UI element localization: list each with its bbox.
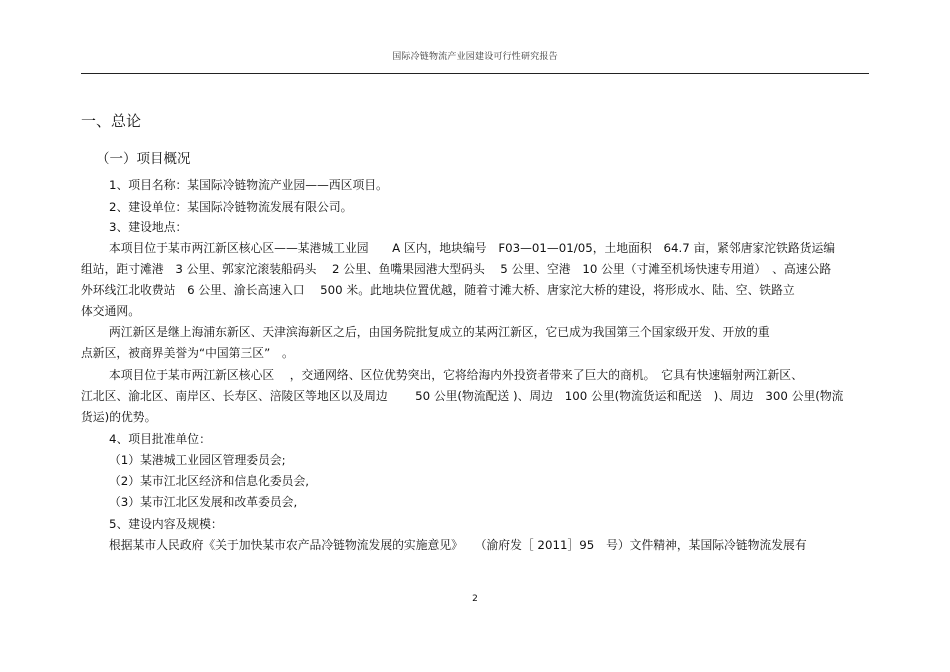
subsection-heading: （一）项目概况	[96, 151, 191, 167]
header-divider	[81, 73, 869, 74]
section-heading: 一、总论	[81, 112, 142, 130]
paragraph-line: 点新区，被商界美誉为“中国第三区” 。	[81, 346, 294, 360]
approval-unit: （2）某市江北区经济和信息化委员会,	[109, 474, 310, 488]
paragraph-line: 本项目位于某市两江新区核心区——某港城工业园 A 区内，地块编号 F03—01—01/05，土地面积 64.7 亩，紧邻唐家沱铁路货运编	[109, 241, 836, 255]
paragraph-line: 货运)的优势。	[81, 410, 157, 424]
item-content-scale-label: 5、建设内容及规模：	[109, 517, 223, 531]
paragraph-line: 体交通网。	[81, 304, 140, 318]
approval-unit: （3）某市江北区发展和改革委员会,	[109, 495, 298, 509]
item-project-name: 1、项目名称：某国际冷链物流产业园——西区项目。	[109, 178, 388, 192]
paragraph-line: 组站，距寸滩港 3 公里、郭家沱滚装船码头 2 公里、鱼嘴果园港大型码头 5 公里、空港 10 公里（寸滩至机场快速专用道） 、高速公路	[81, 262, 832, 276]
item-approval-label: 4、项目批准单位：	[109, 432, 211, 446]
paragraph-line: 根据某市人民政府《关于加快某市农产品冷链物流发展的实施意见》 （渝府发［ 2011］95 号）文件精神，某国际冷链物流发展有	[109, 538, 807, 552]
page-number: 2	[472, 594, 478, 604]
approval-unit: （1）某港城工业园区管理委员会;	[109, 453, 286, 467]
paragraph-line: 江北区、渝北区、南岸区、长寿区、涪陵区等地区以及周边 50 公里(物流配送 )、周边 100 公里(物流货运和配送 )、周边 300 公里(物流	[81, 389, 844, 403]
item-construction-unit: 2、建设单位：某国际冷链物流发展有限公司。	[109, 200, 353, 214]
paragraph-line: 外环线江北收费站 6 公里、渝长高速入口 500 米。此地块位置优越，随着寸滩大桥、唐家沱大桥的建设，将形成水、陆、空、铁路立	[81, 283, 795, 297]
running-header: 国际冷链物流产业园建设可行性研究报告	[392, 52, 558, 62]
paragraph-line: 本项目位于某市两江新区核心区 ，交通网络、区位优势突出，它将给海内外投资者带来了巨大的商机。 它具有快速辐射两江新区、	[109, 368, 803, 382]
paragraph-line: 两江新区是继上海浦东新区、天津滨海新区之后，由国务院批复成立的某两江新区，它已成为我国第三个国家级开发、开放的重	[109, 325, 770, 339]
item-location-label: 3、建设地点：	[109, 220, 188, 234]
